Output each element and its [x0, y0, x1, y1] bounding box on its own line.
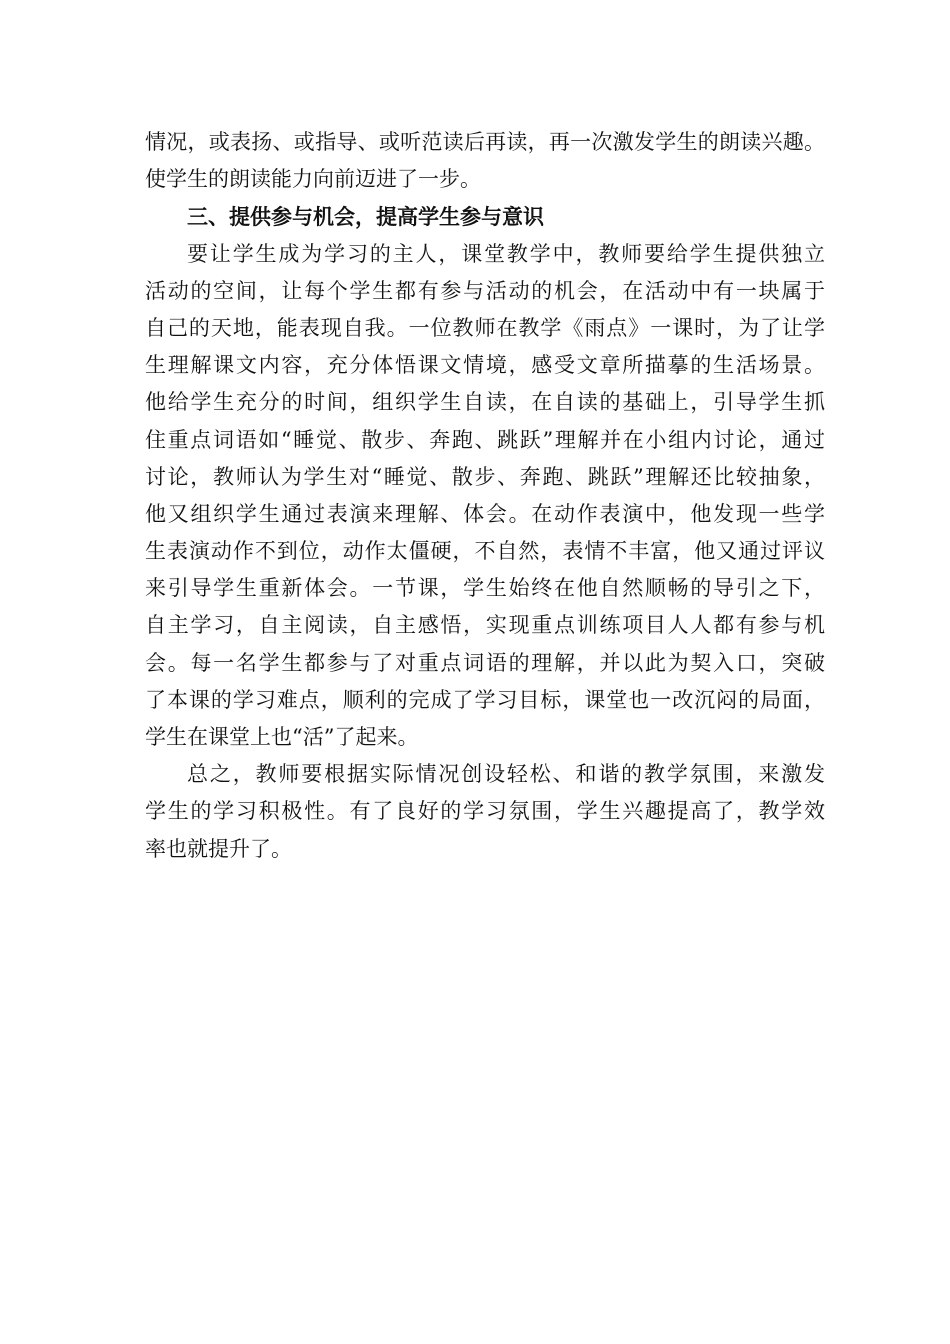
text-line: 总之，教师要根据实际情况创设轻松、和谐的教学氛围，来激发 — [187, 762, 825, 787]
text-line: 自己的天地，能表现自我。一位教师在教学《雨点》一课时，为了让学 — [145, 315, 825, 340]
text-line: 自主学习，自主阅读，自主感悟，实现重点训练项目人人都有参与机 — [145, 613, 825, 638]
text-line: 活动的空间，让每个学生都有参与活动的机会，在活动中有一块属于 — [145, 278, 825, 303]
text-line: 学生的学习积极性。有了良好的学习氛围，学生兴趣提高了，教学效 — [145, 799, 825, 824]
text-line: 学生在课堂上也“活”了起来。 — [145, 725, 419, 749]
text-line: 情况，或表扬、或指导、或听范读后再读，再一次激发学生的朗读兴趣。 — [145, 130, 825, 154]
text-line: 生理解课文内容，充分体悟课文情境，感受文章所描摹的生活场景。 — [145, 353, 825, 378]
text-line: 了本课的学习难点，顺利的完成了学习目标，课堂也一改沉闷的局面， — [145, 687, 825, 712]
text-line: 他给学生充分的时间，组织学生自读，在自读的基础上，引导学生抓 — [145, 390, 825, 415]
text-line: 要让学生成为学习的主人，课堂教学中，教师要给学生提供独立 — [187, 241, 825, 266]
body-paragraph-1 — [145, 236, 825, 757]
text-line: 住重点词语如“睡觉、散步、奔跑、跳跃”理解并在小组内讨论，通过 — [145, 427, 825, 452]
text-line: 使学生的朗读能力向前迈进了一步。 — [145, 167, 481, 192]
text-line: 率也就提升了。 — [145, 836, 292, 861]
text-line: 讨论，教师认为学生对“睡觉、散步、奔跑、跳跃”理解还比较抽象， — [145, 464, 825, 489]
document-body — [145, 124, 825, 868]
text-line: 他又组织学生通过表演来理解、体会。在动作表演中，他发现一些学 — [145, 501, 825, 526]
text-line: 生表演动作不到位，动作太僵硬，不自然，表情不丰富，他又通过评议 — [145, 539, 825, 564]
text-line: 会。每一名学生都参与了对重点词语的理解，并以此为契入口，突破 — [145, 650, 825, 675]
section-heading: 三、提供参与机会，提高学生参与意识 — [187, 204, 544, 230]
body-paragraph-2 — [145, 756, 825, 868]
text-line: 来引导学生重新体会。一节课，学生始终在他自然顺畅的导引之下， — [145, 576, 825, 601]
continuation-paragraph — [145, 124, 825, 198]
